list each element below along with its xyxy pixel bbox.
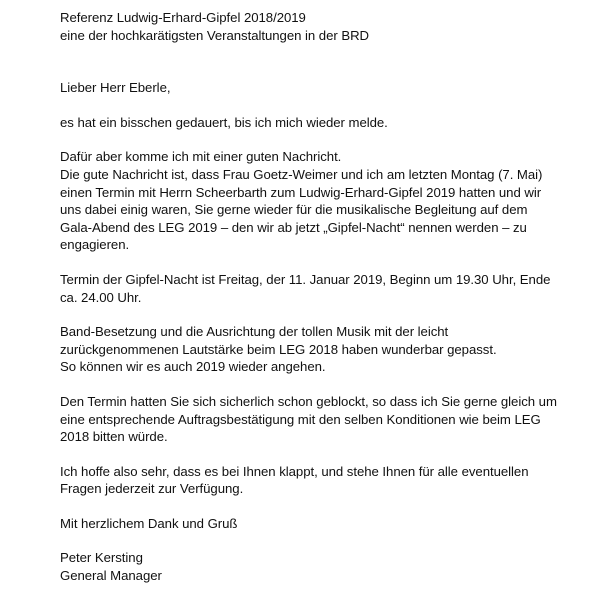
paragraph-line: Termin der Gipfel-Nacht ist Freitag, der 11. Januar 2019, Beginn um 19.30 Uhr, Ende: [60, 271, 551, 287]
header-line: eine der hochkarätigsten Veranstaltungen in der BRD: [60, 27, 370, 43]
paragraph-line: engagieren.: [60, 237, 130, 253]
paragraph-line: Fragen jederzeit zur Verfügung.: [60, 481, 244, 497]
signature-name: Peter Kersting: [60, 550, 143, 566]
paragraph-line: Ich hoffe also sehr, dass es bei Ihnen klappt, und stehe Ihnen für alle eventuellen: [60, 463, 529, 479]
paragraph-line: Gala-Abend des LEG 2019 – den wir ab jetzt „Gipfel-Nacht“ nennen werden – zu: [60, 219, 527, 235]
paragraph: [60, 323, 580, 376]
paragraph-line: ca. 24.00 Uhr.: [60, 289, 142, 305]
signature-block: [60, 549, 580, 584]
paragraph-line: es hat ein bisschen gedauert, bis ich mich wieder melde.: [60, 114, 388, 130]
closing: Mit herzlichem Dank und Gruß: [60, 515, 238, 531]
signature-title: General Manager: [60, 568, 162, 584]
paragraph-line: uns dabei einig waren, Sie gerne wieder für die musikalische Begleitung auf dem: [60, 202, 528, 218]
letter-header: [60, 9, 580, 44]
paragraph-line: Die gute Nachricht ist, dass Frau Goetz-Weimer und ich am letzten Montag (7. Mai): [60, 166, 543, 182]
paragraph-line: einen Termin mit Herrn Scheerbarth zum Ludwig-Erhard-Gipfel 2019 hatten und wir: [60, 184, 542, 200]
paragraph-line: eine entsprechende Auftragsbestätigung mit den selben Konditionen wie beim LEG: [60, 411, 541, 427]
header-line: Referenz Ludwig-Erhard-Gipfel 2018/2019: [60, 10, 306, 25]
letter-page: [60, 9, 580, 585]
paragraph: [60, 148, 580, 254]
paragraph-line: zurückgenommenen Lautstärke beim LEG 2018 haben wunderbar gepasst.: [60, 341, 497, 357]
paragraph: [60, 393, 580, 446]
paragraph-line: Dafür aber komme ich mit einer guten Nachricht.: [60, 149, 342, 165]
paragraph-line: Band-Besetzung und die Ausrichtung der tollen Musik mit der leicht: [60, 324, 449, 340]
paragraph: [60, 271, 580, 306]
paragraph-line: 2018 bitten würde.: [60, 429, 168, 445]
paragraph: [60, 463, 580, 498]
paragraph: [60, 114, 580, 132]
salutation: Lieber Herr Eberle,: [60, 80, 171, 96]
paragraph-line: So können wir es auch 2019 wieder angehen.: [60, 359, 326, 375]
paragraph-line: Den Termin hatten Sie sich sicherlich schon geblockt, so dass ich Sie gerne gleich um: [60, 393, 557, 409]
